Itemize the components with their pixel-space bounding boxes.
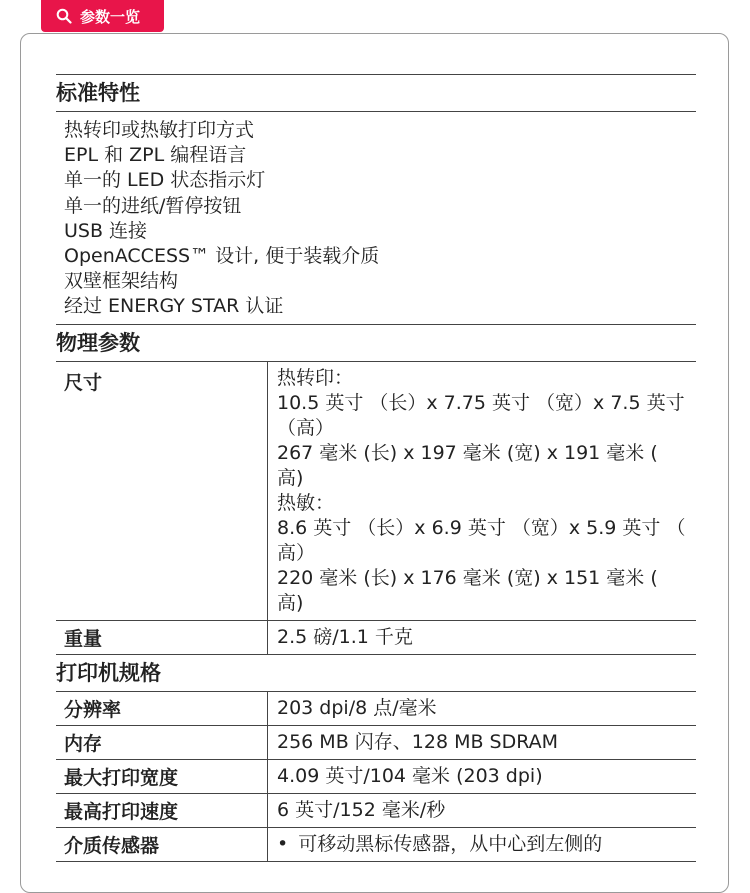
feature-item: 双壁框架结构 — [64, 270, 179, 293]
tab-label: 参数一览 — [80, 7, 141, 26]
spec-table — [56, 74, 696, 862]
search-icon — [56, 8, 72, 24]
bullet-icon: • — [277, 832, 289, 855]
row-value: 203 dpi/8 点/毫米 — [277, 696, 437, 719]
row-value-dimensions — [268, 362, 696, 620]
row-value: 256 MB 闪存、128 MB SDRAM — [277, 730, 559, 753]
spec-card — [20, 33, 729, 893]
feature-item: 单一的 LED 状态指示灯 — [64, 169, 266, 192]
row-value: 2.5 磅/1.1 千克 — [277, 625, 413, 648]
feature-item: 热转印或热敏打印方式 — [64, 119, 255, 141]
row-label: 最高打印速度 — [56, 794, 268, 827]
dim-line: 220 毫米 (长) x 176 毫米 (宽) x 151 毫米 ( — [277, 566, 658, 589]
dim-line: 267 毫米 (长) x 197 毫米 (宽) x 191 毫米 ( — [277, 441, 658, 464]
row-label: 重量 — [56, 621, 268, 654]
dim-line: （高） — [277, 416, 335, 439]
table-row — [56, 794, 696, 828]
row-value: 4.09 英寸/104 毫米 (203 dpi) — [277, 764, 543, 787]
search-tab-button[interactable] — [41, 0, 164, 32]
dim-line: 高) — [277, 466, 304, 489]
feature-item: USB 连接 — [64, 219, 148, 242]
standard-features-list — [56, 112, 696, 325]
section-title-standard: 标准特性 — [56, 75, 696, 112]
section-title-physical: 物理参数 — [56, 325, 696, 362]
table-row — [56, 828, 696, 862]
feature-item: 单一的进纸/暂停按钮 — [64, 194, 242, 217]
list-item — [277, 832, 696, 857]
dim-line: 热敏： — [277, 491, 335, 514]
feature-item: 经过 ENERGY STAR 认证 — [64, 295, 284, 318]
feature-item: OpenACCESS™ 设计, 便于装载介质 — [64, 245, 380, 268]
table-row-weight — [56, 621, 696, 655]
row-label: 分辨率 — [56, 692, 268, 725]
table-row-dimensions — [56, 362, 696, 621]
row-value — [268, 828, 696, 861]
row-label: 尺寸 — [56, 362, 268, 620]
dim-line: 8.6 英寸 （长）x 6.9 英寸 （宽）x 5.9 英寸 （ — [277, 516, 686, 539]
dim-line: 高) — [277, 591, 304, 614]
section-title-printer: 打印机规格 — [56, 655, 696, 692]
row-label: 最大打印宽度 — [56, 760, 268, 793]
row-label: 内存 — [56, 726, 268, 759]
table-row — [56, 726, 696, 760]
dim-line: 10.5 英寸 （长）x 7.75 英寸 （宽）x 7.5 英寸 — [277, 391, 685, 414]
feature-item: EPL 和 ZPL 编程语言 — [64, 144, 247, 167]
row-label: 介质传感器 — [56, 828, 268, 861]
dim-line: 高） — [277, 541, 316, 564]
table-row — [56, 692, 696, 726]
row-value: 6 英寸/152 毫米/秒 — [277, 798, 446, 821]
bullet-text: 可移动黑标传感器，从中心到左侧的 — [298, 832, 603, 855]
dim-line: 热转印： — [277, 366, 354, 389]
table-row — [56, 760, 696, 794]
